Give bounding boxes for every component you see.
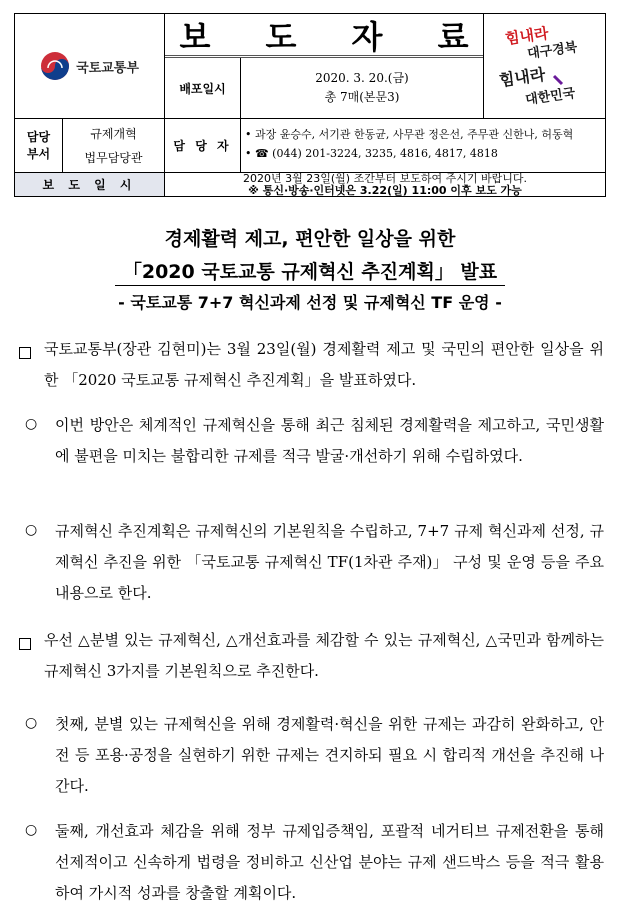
contact-phone: • ☎ (044) 201-3224, 3235, 4816, 4817, 4818	[245, 147, 498, 160]
release-line-2: ※ 통신·방송·인터넷은 3.22(일) 11:00 이후 보도 가능	[248, 183, 522, 197]
body-paragraph-2: 이번 방안은 체계적인 규제혁신을 통해 최근 침체된 경제활력을 제고하고, 국민생활에 불편을 미치는 불합리한 규제를 적극 발굴·개선하기 위해 수립하였다.	[55, 416, 604, 465]
release-label: 보 도 일 시	[15, 173, 165, 196]
body-paragraph-3: 규제혁신 추진계획은 규제혁신의 기본원칙을 수립하고, 7+7 규제 혁신과제 선정, 규제혁신 추진을 위한 「국토교통 규제혁신 TF(1차관 주재)」 구성 및 운영 등을 주요내용으로 한다.	[55, 522, 604, 602]
agency-logo-text: 국토교통부	[76, 60, 139, 76]
contact-label: 담 당 자	[165, 119, 241, 173]
agency-logo	[40, 51, 139, 81]
circle-bullet-icon: ○	[25, 416, 38, 432]
body-paragraph-5: 첫째, 분별 있는 규제혁신을 위해 경제활력·혁신을 위한 규제는 과감히 완화하고, 안전 등 포용·공정을 실현하기 위한 규제는 견지하되 필요 시 합리적 개선을 추진해 나간다.	[55, 715, 604, 795]
slogan-line-1: 힘내라	[504, 24, 550, 48]
square-bullet-icon	[19, 347, 31, 359]
taegeuk-logo-icon	[40, 51, 70, 81]
headline-line-3: - 국토교통 7+7 혁신과제 선정 및 규제혁신 TF 운영 -	[118, 293, 502, 312]
release-line-1: 2020년 3월 23일(월) 조간부터 보도하여 주시기 바랍니다.	[243, 171, 527, 185]
contact-people: • 과장 윤승수, 서기관 한동균, 사무관 정은선, 주무관 신한나, 허동혁	[245, 128, 574, 141]
slogan-image	[483, 14, 605, 119]
date-value-cell	[241, 58, 483, 119]
contact-value	[241, 119, 605, 173]
body-paragraph-4: 우선 △분별 있는 규제혁신, △개선효과를 체감할 수 있는 규제혁신, △국민과 함께하는 규제혁신 3가지를 기본원칙으로 추진한다.	[44, 631, 604, 680]
date-label: 배포일시	[165, 58, 241, 119]
date-value: 2020. 3. 20.(금)	[315, 71, 409, 85]
headline-line-2-wrap	[14, 257, 606, 284]
slogan-line-3: 힘내라	[497, 64, 547, 90]
slogan-line-2: 대구경북	[526, 40, 579, 62]
agency-logo-cell	[15, 14, 165, 119]
dept-label-line-1: 담당	[26, 129, 51, 144]
circle-bullet-icon: ○	[25, 522, 38, 538]
dept-value	[63, 119, 165, 173]
document-title-cell	[165, 14, 491, 58]
circle-bullet-icon: ○	[25, 822, 38, 838]
press-release-header	[14, 13, 606, 197]
body-paragraph-6: 둘째, 개선효과 체감을 위해 정부 규제입증책임, 포괄적 네거티브 규제전환을 통해 선제적이고 신속하게 법령을 정비하고 신산업 분야는 규제 샌드박스 등을 적극 활용하여 가시적 성과를 창출할 계획이다.	[55, 822, 604, 902]
dept-label-line-2: 부서	[26, 146, 51, 161]
headline-line-1: 경제활력 제고, 편안한 일상을 위한	[164, 228, 456, 250]
headline-line-2: 「2020 국토교통 규제혁신 추진계획」 발표	[115, 261, 505, 286]
slogan-line-4: 대한민국	[524, 86, 577, 108]
page-count: 총 7매(본문3)	[324, 90, 400, 104]
dept-value-line-2: 법무담당관	[84, 150, 143, 165]
body-paragraph-1: 국토교통부(장관 김현미)는 3월 23일(월) 경제활력 제고 및 국민의 편안한 일상을 위한 「2020 국토교통 규제혁신 추진계획」을 발표하였다.	[44, 340, 604, 389]
circle-bullet-icon: ○	[25, 715, 38, 731]
dept-value-line-1: 규제개혁	[90, 126, 137, 141]
dept-label	[15, 119, 63, 173]
square-bullet-icon	[19, 638, 31, 650]
slogan-calligraphy-icon	[484, 14, 604, 117]
release-value	[165, 173, 605, 196]
document-title: 보 도 자 료	[179, 17, 491, 56]
